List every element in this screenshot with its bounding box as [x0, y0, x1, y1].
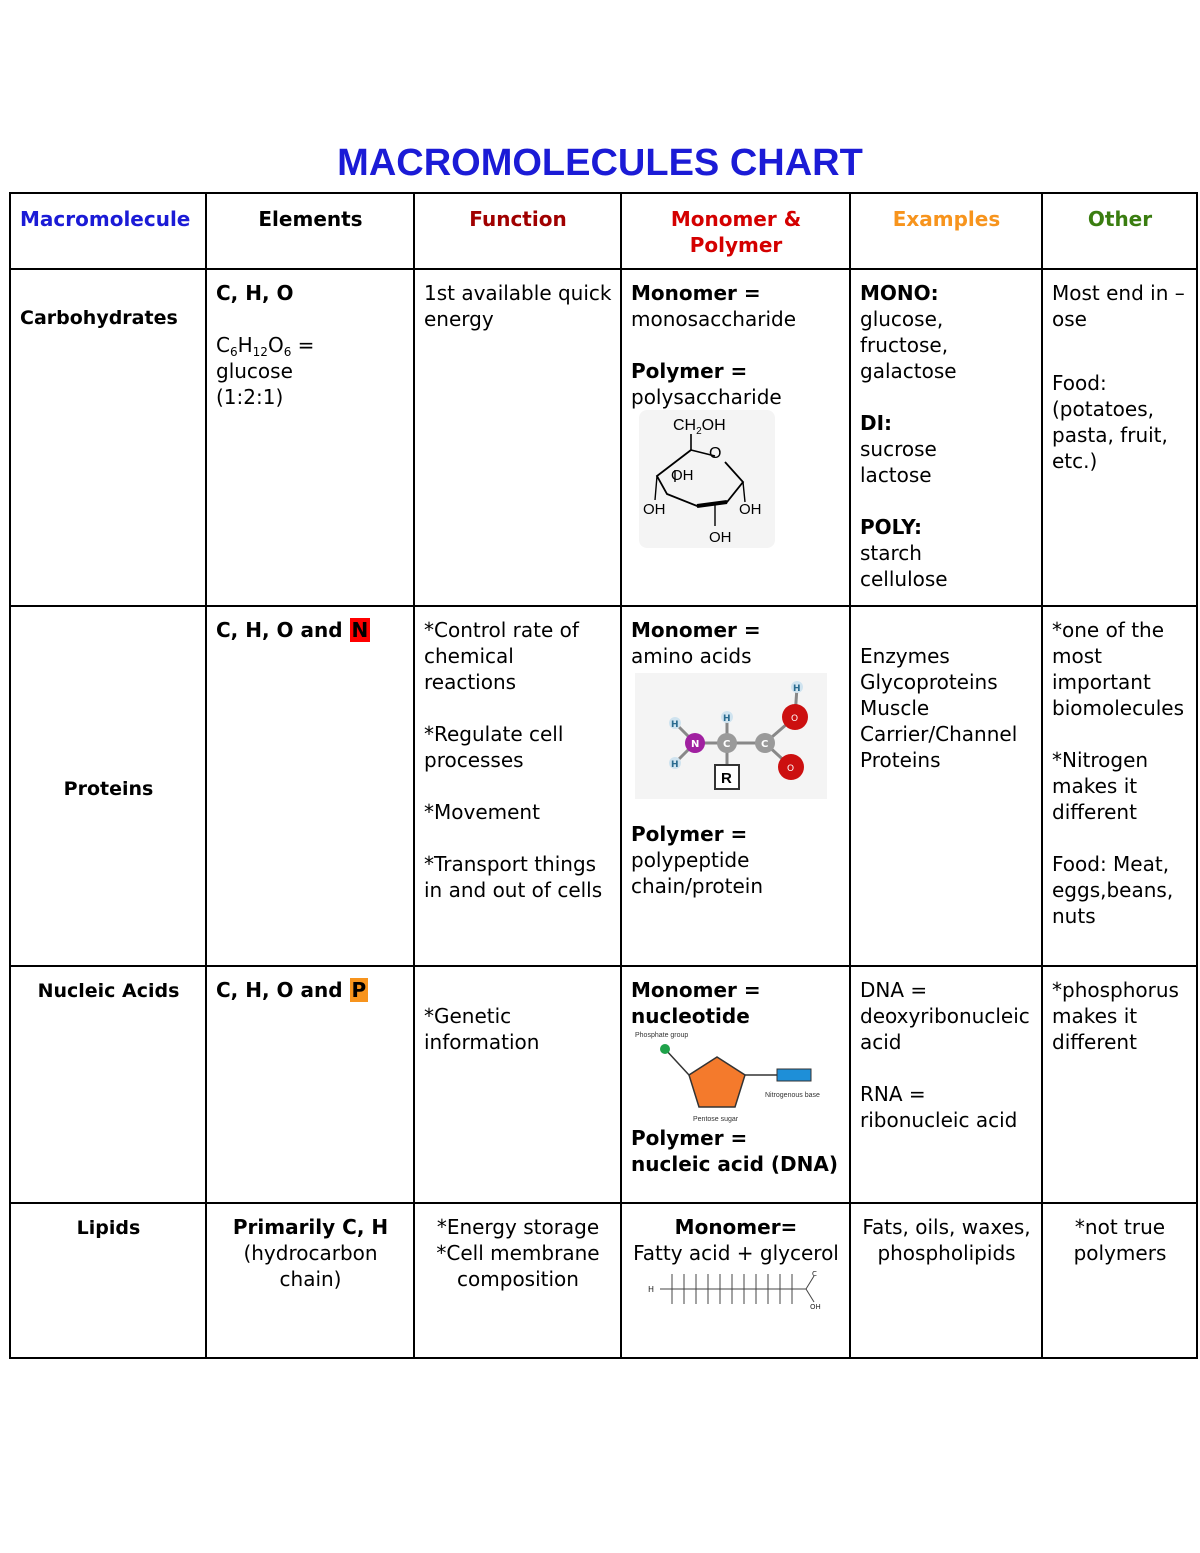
- nucleic-acids-examples-cell: [850, 966, 1042, 1203]
- header-examples: Examples: [850, 193, 1042, 269]
- svg-text:O: O: [791, 714, 799, 724]
- proteins-monomer-cell: [621, 606, 850, 966]
- carbohydrates-other-2: Food: (potatoes, pasta, fruit, etc.): [1052, 371, 1168, 473]
- carbohydrates-function-cell: [414, 269, 621, 606]
- proteins-examples-cell: [850, 606, 1042, 966]
- lipids-monomer-cell: [621, 1203, 850, 1358]
- proteins-monomer-label: Monomer =: [631, 618, 761, 642]
- glucose-structure-image: [639, 410, 775, 548]
- carbohydrates-di-1: sucrose: [860, 437, 937, 461]
- carbohydrates-poly-label: POLY:: [860, 515, 923, 539]
- lipids-examples: Fats, oils, waxes, phospholipids: [862, 1215, 1031, 1265]
- row-lipids: [10, 1203, 1197, 1358]
- glucose-oh-3: OH: [739, 501, 762, 518]
- carbohydrates-mono-label: MONO:: [860, 281, 939, 305]
- amino-r-group: R: [721, 770, 732, 787]
- lipids-monomer-label: Monomer=: [674, 1215, 798, 1239]
- lipids-name-cell: [10, 1203, 206, 1358]
- row-proteins: [10, 606, 1197, 966]
- row-carbohydrates: [10, 269, 1197, 606]
- nucleic-acids-function-cell: [414, 966, 621, 1203]
- lipids-other: *not true polymers: [1073, 1215, 1167, 1265]
- lipids-function-cell: [414, 1203, 621, 1358]
- proteins-example-4: Carrier/Channel: [860, 722, 1018, 746]
- pentose-sugar-label: Pentose sugar: [693, 1116, 739, 1123]
- proteins-polymer-label: Polymer =: [631, 822, 748, 846]
- proteins-name: Proteins: [63, 777, 154, 800]
- carbohydrates-formula-ratio: (1:2:1): [216, 385, 284, 409]
- fatty-acid-structure-image: [646, 1268, 826, 1310]
- lipids-elements-rest: (hydrocarbon chain): [243, 1241, 378, 1291]
- proteins-name-cell: [10, 606, 206, 966]
- proteins-example-1: Enzymes: [860, 644, 950, 668]
- proteins-elements-cell: [206, 606, 414, 966]
- nucleic-acids-polymer-label: Polymer =: [631, 1126, 748, 1150]
- svg-text:H: H: [671, 760, 679, 770]
- proteins-example-3: Muscle: [860, 696, 930, 720]
- header-elements: Elements: [206, 193, 414, 269]
- glucose-oh-2: OH: [643, 501, 666, 518]
- nucleic-acids-elements: C, H, O and P: [216, 978, 367, 1002]
- svg-text:C: C: [812, 1270, 817, 1278]
- carbohydrates-elements-cell: [206, 269, 414, 606]
- nucleotide-structure-image: [631, 1029, 831, 1125]
- carbohydrates-formula-name: glucose: [216, 359, 293, 383]
- svg-text:H: H: [648, 1285, 655, 1294]
- lipids-name: Lipids: [76, 1217, 141, 1239]
- nucleic-acids-monomer-cell: [621, 966, 850, 1203]
- glucose-oh-4: OH: [709, 529, 732, 546]
- header-row: [10, 193, 1197, 269]
- carbohydrates-examples-cell: [850, 269, 1042, 606]
- proteins-other-cell: [1042, 606, 1197, 966]
- macromolecules-table: [9, 192, 1198, 1359]
- nucleic-acids-monomer-value: nucleotide: [631, 1004, 750, 1028]
- proteins-function-cell: [414, 606, 621, 966]
- svg-text:H: H: [723, 714, 731, 724]
- amino-acid-structure-image: [635, 673, 827, 799]
- nucleic-acids-monomer-label: Monomer =: [631, 978, 761, 1002]
- carbohydrates-poly-1: starch: [860, 541, 922, 565]
- proteins-monomer-value: amino acids: [631, 644, 752, 668]
- nucleic-acids-elements-cell: [206, 966, 414, 1203]
- carbohydrates-name-cell: [10, 269, 206, 606]
- carbohydrates-name: Carbohydrates: [20, 307, 178, 329]
- header-macromolecule: Macromolecule: [10, 193, 206, 269]
- proteins-elements: C, H, O and N: [216, 618, 369, 642]
- svg-text:H: H: [793, 684, 801, 694]
- nucleic-acids-other-cell: [1042, 966, 1197, 1203]
- lipids-function-2: *Cell membrane composition: [436, 1241, 600, 1291]
- carbohydrates-mono-3: galactose: [860, 359, 957, 383]
- lipids-function-1: *Energy storage: [436, 1215, 600, 1239]
- header-monomer-polymer: Monomer & Polymer: [621, 193, 850, 269]
- header-function: Function: [414, 193, 621, 269]
- row-nucleic-acids: [10, 966, 1197, 1203]
- proteins-other-1: *one of the most important biomolecules: [1052, 618, 1185, 720]
- carbohydrates-other-1: Most end in –ose: [1052, 281, 1185, 331]
- lipids-monomer-value: Fatty acid + glycerol: [633, 1241, 839, 1265]
- carbohydrates-function: 1st available quick energy: [424, 281, 612, 331]
- svg-text:H: H: [671, 720, 679, 730]
- svg-text:C: C: [761, 739, 769, 750]
- proteins-function-1: *Control rate of chemical reactions: [424, 618, 579, 694]
- page-title: MACROMOLECULES CHART: [337, 142, 863, 184]
- nucleic-acids-example-1: DNA = deoxyribonucleic acid: [860, 978, 1030, 1054]
- phosphorus-highlight: P: [351, 978, 367, 1002]
- lipids-examples-cell: [850, 1203, 1042, 1358]
- nucleic-acids-example-2: RNA = ribonucleic acid: [860, 1082, 1018, 1132]
- proteins-polymer-value: polypeptide chain/protein: [631, 848, 763, 898]
- glucose-ch2oh-label: $CH_2OH$: [673, 417, 726, 437]
- nucleic-acids-polymer-value: nucleic acid (DNA): [631, 1152, 839, 1176]
- carbohydrates-mono-2: fructose,: [860, 333, 949, 357]
- carbohydrates-monomer-cell: [621, 269, 850, 606]
- nucleic-acids-other: *phosphorus makes it different: [1052, 978, 1179, 1054]
- carbohydrates-monomer-value: monosaccharide: [631, 307, 797, 331]
- carbohydrates-formula: $C_6H_{12}O_6$ =: [216, 333, 315, 359]
- carbohydrates-poly-2: cellulose: [860, 567, 948, 591]
- proteins-function-4: *Transport things in and out of cells: [424, 852, 603, 902]
- proteins-function-3: *Movement: [424, 800, 540, 824]
- nitrogenous-base-label: Nitrogenous base: [765, 1092, 820, 1099]
- proteins-example-2: Glycoproteins: [860, 670, 998, 694]
- lipids-elements-bold: Primarily C, H: [232, 1215, 389, 1239]
- proteins-function-2: *Regulate cell processes: [424, 722, 564, 772]
- phosphate-group-label: Phosphate group: [635, 1032, 689, 1039]
- header-other: Other: [1042, 193, 1197, 269]
- proteins-other-3: Food: Meat, eggs,beans, nuts: [1052, 852, 1174, 928]
- carbohydrates-monomer-label: Monomer =: [631, 281, 761, 305]
- carbohydrates-polymer-value: polysaccharide: [631, 385, 782, 409]
- nitrogen-highlight: N: [351, 618, 369, 642]
- carbohydrates-di-2: lactose: [860, 463, 932, 487]
- svg-text:O: O: [787, 764, 795, 774]
- proteins-other-2: *Nitrogen makes it different: [1052, 748, 1149, 824]
- svg-text:N: N: [691, 739, 700, 750]
- svg-text:OH: OH: [810, 1303, 821, 1310]
- lipids-other-cell: [1042, 1203, 1197, 1358]
- svg-text:C: C: [723, 739, 731, 750]
- nucleic-acids-function: *Genetic information: [424, 1004, 540, 1054]
- lipids-elements-cell: [206, 1203, 414, 1358]
- carbohydrates-elements: C, H, O: [216, 281, 294, 305]
- glucose-oh-1: OH: [671, 467, 694, 484]
- carbohydrates-mono-1: glucose,: [860, 307, 944, 331]
- glucose-ring-oxygen: O: [709, 445, 722, 462]
- carbohydrates-di-label: DI:: [860, 411, 893, 435]
- carbohydrates-other-cell: [1042, 269, 1197, 606]
- carbohydrates-polymer-label: Polymer =: [631, 359, 748, 383]
- nucleic-acids-name: Nucleic Acids: [37, 980, 180, 1002]
- proteins-example-5: Proteins: [860, 748, 941, 772]
- nucleic-acids-name-cell: [10, 966, 206, 1203]
